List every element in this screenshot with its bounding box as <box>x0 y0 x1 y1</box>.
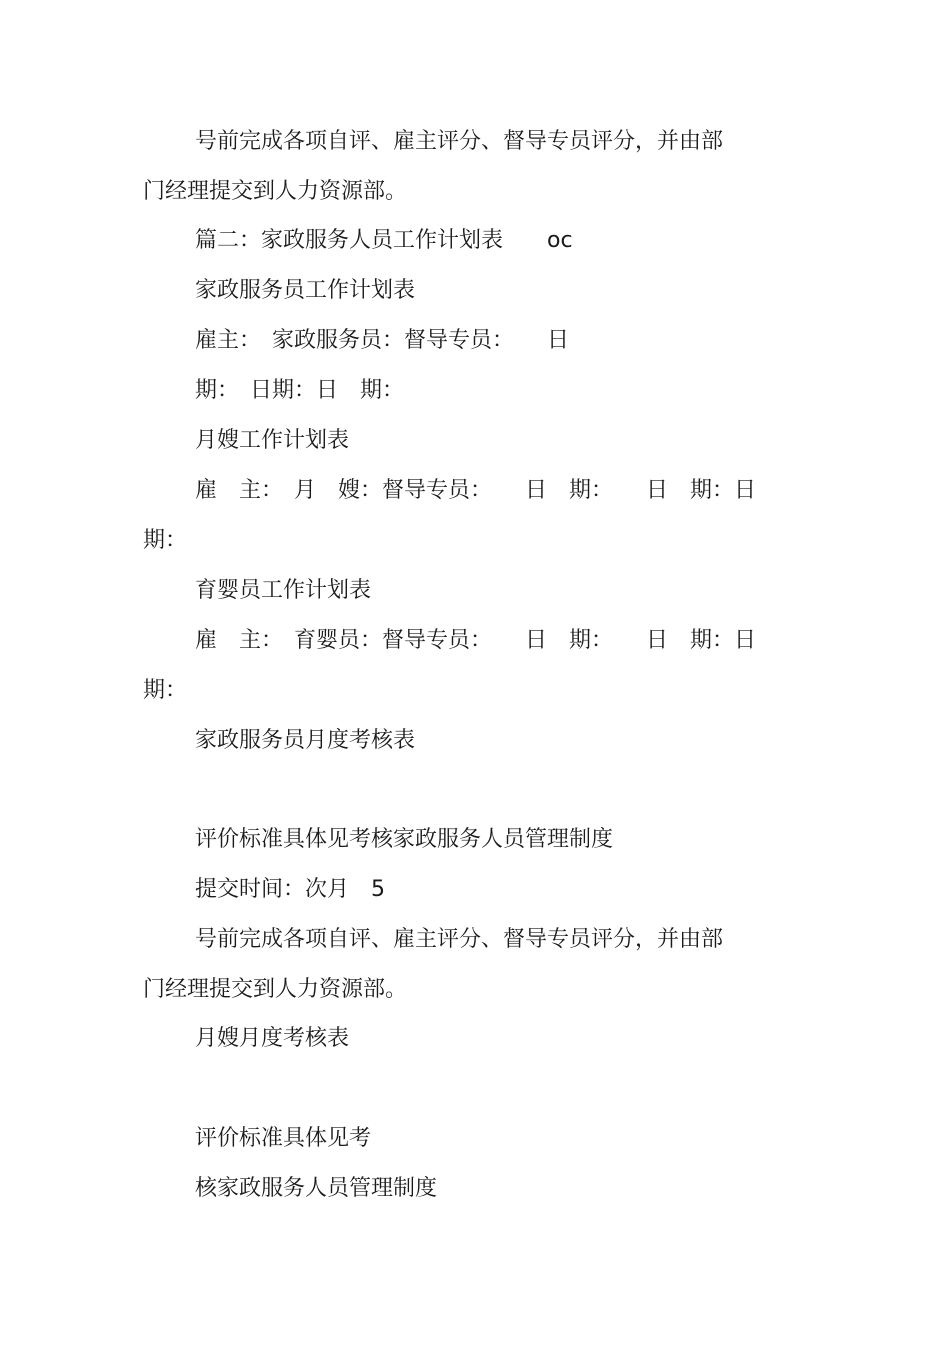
paragraph-line: 门经理提交到人力资源部。 <box>143 977 408 1002</box>
form-title: 家政服务员工作计划表 <box>195 278 416 303</box>
form-title: 育婴员工作计划表 <box>195 578 372 603</box>
paragraph-line: 号前完成各项自评、雇主评分、督导专员评分，并由部 <box>195 129 724 154</box>
form-title: 月嫂月度考核表 <box>195 1026 350 1051</box>
form-fields-line: 期： <box>143 528 188 553</box>
paragraph-line: 门经理提交到人力资源部。 <box>143 179 408 204</box>
section-heading: 篇二：家政服务人员工作计划表 oc <box>195 228 573 253</box>
form-fields-line: 期： <box>143 678 188 703</box>
paragraph-line: 提交时间：次月 5 <box>195 877 385 902</box>
form-fields-line: 雇 主： 月 嫂：督导专员： 日 期： 日 期：日 <box>195 478 757 503</box>
form-fields-line: 雇 主： 育婴员：督导专员： 日 期： 日 期：日 <box>195 628 757 653</box>
paragraph-line: 核家政服务人员管理制度 <box>195 1176 438 1201</box>
form-fields-line: 期： 日期：日 期： <box>195 378 405 403</box>
form-fields-line: 雇主： 家政服务员：督导专员： 日 <box>195 328 570 353</box>
paragraph-line: 评价标准具体见考核家政服务人员管理制度 <box>195 827 614 852</box>
paragraph-line: 号前完成各项自评、雇主评分、督导专员评分，并由部 <box>195 927 724 952</box>
form-title: 月嫂工作计划表 <box>195 428 350 453</box>
paragraph-line: 评价标准具体见考 <box>195 1126 372 1151</box>
form-title: 家政服务员月度考核表 <box>195 728 416 753</box>
